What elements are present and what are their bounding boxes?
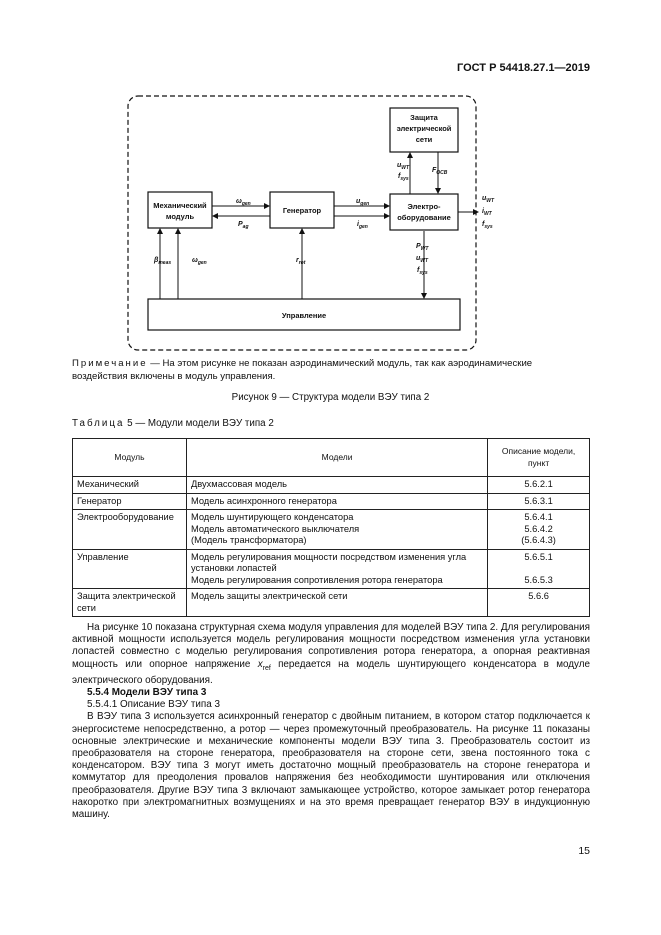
table-row [73,589,590,617]
table-caption-text: 5 — Модули модели ВЭУ типа 2 [124,418,274,429]
models-cell [186,549,487,589]
modules-table [72,438,590,617]
table-row [73,510,590,550]
module-cell: Электрооборудование [73,510,187,550]
mechanical-label-1: Механический [153,201,207,210]
ref-cell [488,493,590,510]
paragraph-2: В ВЭУ типа 3 используется асинхронный генератор с двойным питанием, в котором статор подключается к энергосистеме непосредственно, а ротор — через промежуточный преобразователь. На рисунке 11 показаны основные электрические и механические компоненты модели ВЭУ типа 3. Преобразователь состоит из преобразователя на стороне генератора, преобразователя на стороне сети, звена постоянного тока с конденсатором. ВЭУ типа 3 могут иметь достаточно мощный преобразователь на стороне генератора и коммутатор для преодоления провалов напряжения без необходимости шунтирования или отключения преобразователя. Другие ВЭУ типа 3 включают замыкающее устройство, которое замыкает ротор генератора накоротко при электромагнитных возмущениях и на это время превращает генератор ВЭУ в индукционную машину. [72,711,590,821]
signal-r-rot: $r_{rot}$ [296,257,306,266]
signal-beta-meas: $\beta_{meas}$ [154,257,172,266]
figure-note [72,357,590,383]
model-line: Модель автоматического выключателя [190,523,360,534]
header-module: Модуль [73,439,187,477]
header-ref: Описание модели, пункт [488,439,590,477]
ref-line: 5.6.5.3 [524,574,553,585]
signal-prot-f: $f_{sys}$ [398,173,409,182]
subsection-heading: 5.5.4.1 Описание ВЭУ типа 3 [87,699,220,711]
document-number: ГОСТ Р 54418.27.1—2019 [456,62,590,74]
signal-u-gen: $u_{gen}$ [356,198,370,207]
body-text [72,622,590,821]
signal-out-u: $u_{WT}$ [482,195,495,204]
figure-caption: Рисунок 9 — Структура модели ВЭУ типа 2 [231,392,430,403]
generator-label: Генератор [282,206,322,215]
block-grid-protection [390,108,458,152]
block-mechanical [148,192,212,228]
model-line: Двухмассовая модель [190,479,287,489]
ref-line: 5.6.4.2 [524,523,553,534]
model-line: Модель регулирования мощности посредством изменения угла установки лопастей [190,551,467,573]
ref-line: (5.6.4.3) [521,535,556,545]
models-cell [186,510,487,550]
table-caption-label: Таблица [72,418,125,429]
ref-cell [488,510,590,550]
ref-cell [488,589,590,617]
module-cell: Управление [73,549,187,589]
header-models: Модели [186,439,487,477]
signal-el-p: $P_{WT}$ [416,243,429,252]
signal-out-i: $i_{WT}$ [482,208,492,217]
ref-line: 5.6.5.1 [524,551,553,562]
mechanical-label-2: модуль [165,212,195,221]
block-electrical [390,194,458,230]
table-header-row [73,439,590,477]
electrical-label-1: Электро- [407,202,441,211]
block-control [148,299,460,330]
note-label: Примечание [72,358,148,369]
model-line: Модель асинхронного генератора [190,495,337,506]
models-cell [186,477,487,494]
grid-protection-label-3: сети [415,135,433,144]
models-cell [186,589,487,617]
ref-cell [488,549,590,589]
grid-protection-label-1: Защита [410,113,438,122]
signal-out-f: $f_{sys}$ [482,221,493,230]
signal-el-f: $f_{sys}$ [417,267,428,276]
table-caption [72,418,274,429]
block-generator [270,192,334,228]
models-cell [186,493,487,510]
paragraph-1: На рисунке 10 показана структурная схема модуля управления для моделей ВЭУ типа 2. Для регулирования активной мощности используется модель регулирования мощности посредством изменения угла установки лопастей совместно с моделью регулирования сопротивления ротора генератора, а опорная реактивная мощность или опорное напряжение $x_{ref}$ передается на модель шунтирующего конденсатора в модуле электрического оборудования. [72,622,590,686]
table-row [73,493,590,510]
structure-diagram [0,0,661,360]
control-label: Управление [281,311,327,320]
signal-i-gen: $i_{gen}$ [357,221,368,230]
ref-line: 5.6.6 [528,591,549,601]
table-row [73,477,590,494]
electrical-label-2: оборудование [397,213,451,222]
ref-line [492,563,585,575]
model-line: Модель шунтирующего конденсатора [190,512,354,522]
ref-line: 5.6.3.1 [524,495,553,506]
ref-line: 5.6.4.1 [524,512,553,522]
note-text: — На этом рисунке не показан аэродинамический модуль, так как аэродинамические воздействия включены в модуль управления. [72,358,533,382]
signal-f-ocb: $F_{OCB}$ [432,167,448,176]
signal-p-ag: $P_{ag}$ [238,221,249,230]
signal-prot-u: $u_{WT}$ [397,162,410,171]
module-cell: Механический [73,477,187,494]
grid-protection-label-2: электрической [396,124,452,133]
signal-el-u: $u_{WT}$ [416,255,429,264]
ref-cell [488,477,590,494]
ref-line: 5.6.2.1 [524,479,553,489]
section-heading: 5.5.4 Модели ВЭУ типа 3 [87,686,207,698]
signal-omega-gen-ctrl: $\omega_{gen}$ [192,257,207,266]
model-line: Модель защиты электрической сети [190,591,348,601]
page-number: 15 [578,845,590,857]
model-line: Модель регулирования сопротивления ротора генератора [190,574,443,585]
module-cell: Защита электрической сети [73,589,187,617]
model-line: (Модель трансформатора) [190,535,307,545]
signal-omega-gen: $\omega_{gen}$ [236,198,251,207]
module-cell: Генератор [73,493,187,510]
table-row [73,549,590,589]
